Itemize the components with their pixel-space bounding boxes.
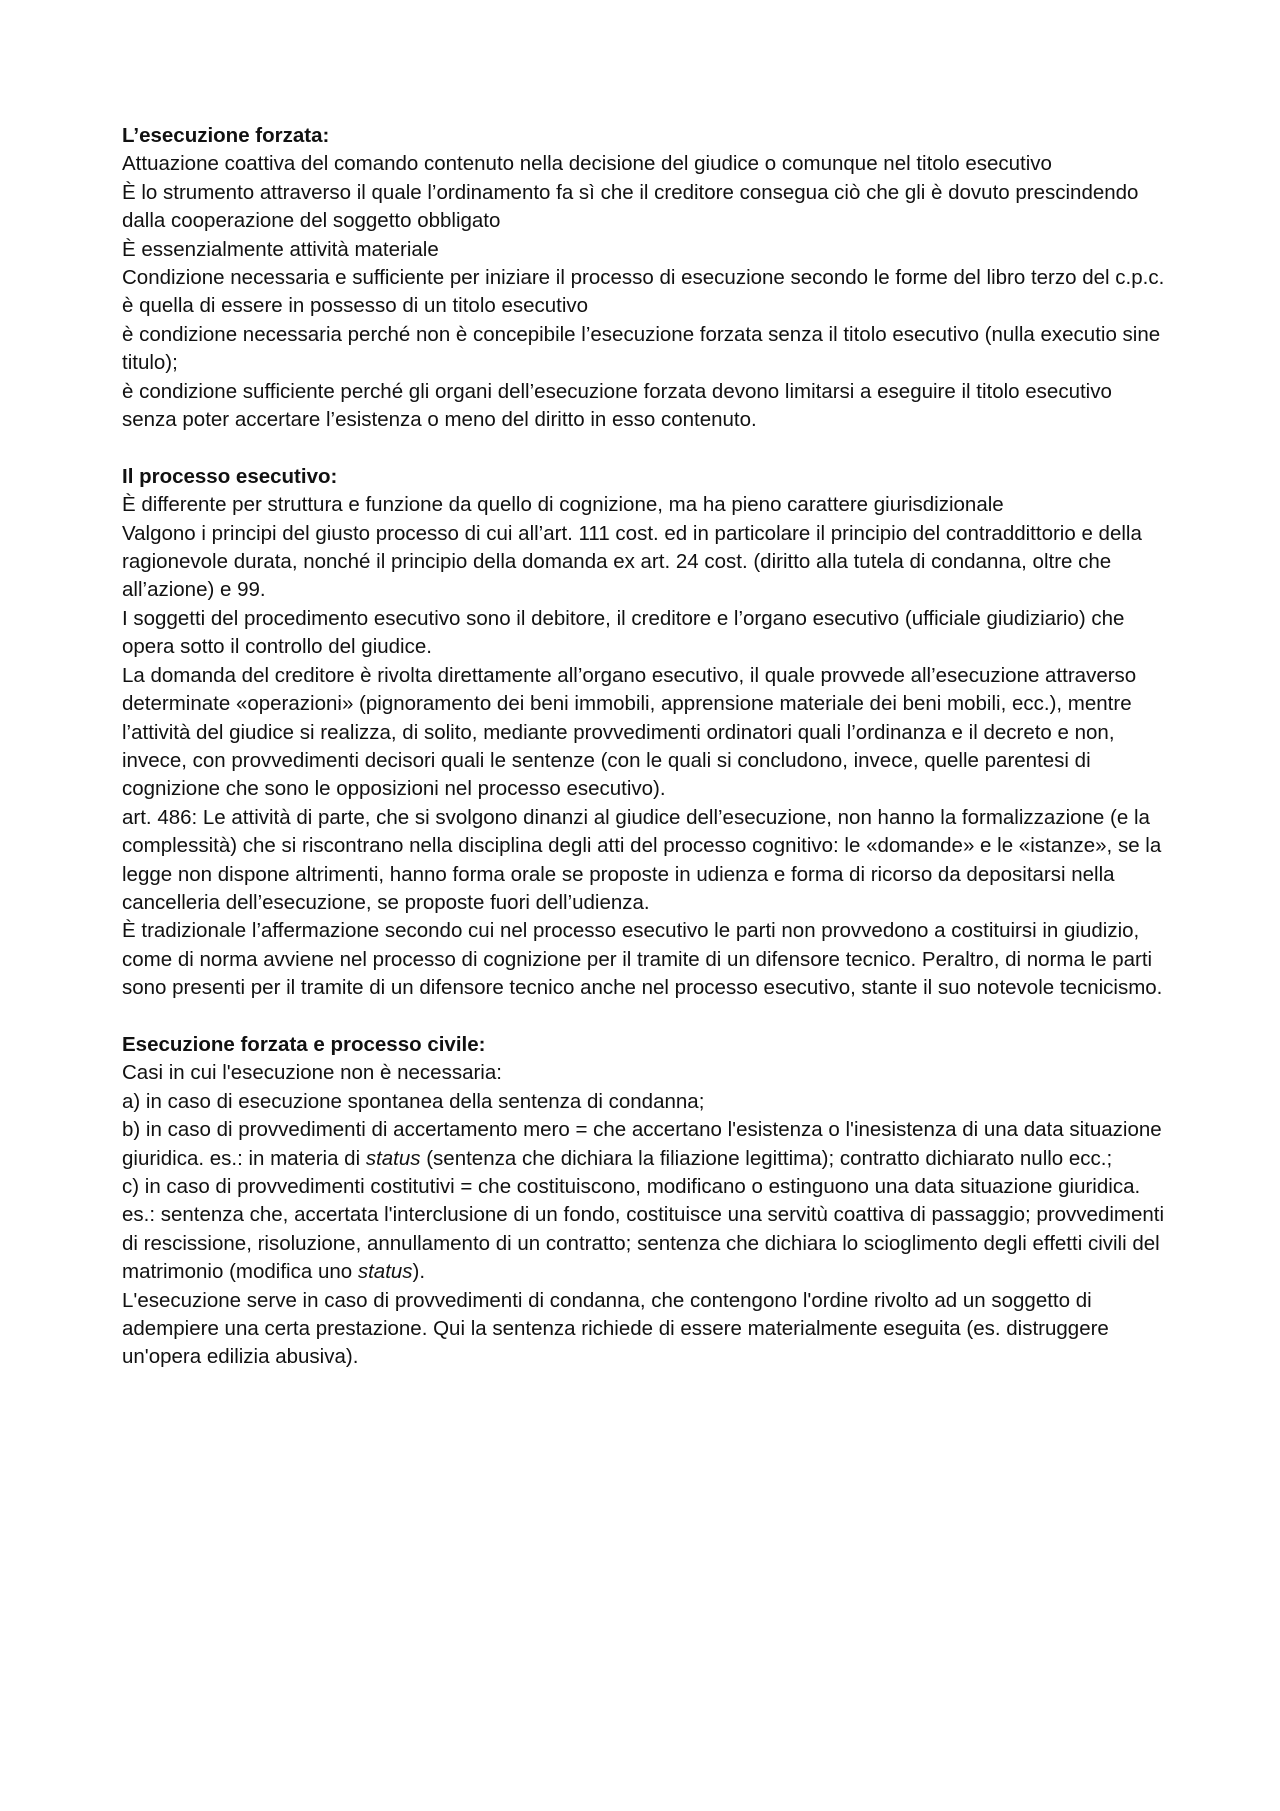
paragraph: La domanda del creditore è rivolta direttamente all’organo esecutivo, il quale provvede all’esecuzione attraverso determinate «operazioni» (pignoramento dei beni immobili, apprensione materiale dei beni mobili, ecc.), mentre l’attività del giudice si realizza, di solito, mediante provvedimenti ordinatori quali l’ordinanza e il decreto e non, invece, con provvedimenti decisori quali le sentenze (con le quali si concludono, invece, quelle parentesi di cognizione che sono le opposizioni nel processo esecutivo). xyxy=(122,663,1137,801)
paragraph: È lo strumento attraverso il quale l’ordinamento fa sì che il creditore consegua ciò che gli è dovuto prescindendo dalla cooperazione del soggetto obbligato xyxy=(122,180,1139,233)
paragraph: L'esecuzione serve in caso di provvedimenti di condanna, che contengono l'ordine rivolto ad un soggetto di adempiere una certa prestazione. Qui la sentenza richiede di essere materialmente eseguita (es. distruggere un'opera edilizia abusiva). xyxy=(122,1288,1109,1369)
paragraph: è condizione necessaria perché non è concepibile l’esecuzione forzata senza il titolo esecutivo (nulla executio sine titulo); xyxy=(122,322,1161,375)
paragraph xyxy=(122,1173,1172,1287)
document-body xyxy=(122,122,1172,1400)
section-heading: L’esecuzione forzata: xyxy=(122,124,330,147)
paragraph: Condizione necessaria e sufficiente per iniziare il processo di esecuzione secondo le forme del libro terzo del c.p.c. è quella di essere in possesso di un titolo esecutivo xyxy=(122,266,1165,318)
italic-term: status xyxy=(357,1260,413,1284)
paragraph: Valgono i principi del giusto processo di cui all’art. 111 cost. ed in particolare il principio del contraddittorio e della ragionevole durata, nonché il principio della domanda ex art. 24 cost. (diritto alla tutela di condanna, oltre che all’azione) e 99. xyxy=(122,521,1142,602)
text-run: ). xyxy=(412,1260,426,1284)
text-run: b) in caso di provvedimenti di accertamento mero = che accertano l'esistenza o l'inesistenza di una data situazione giuridica. es.: in materia di xyxy=(122,1118,1162,1170)
paragraph: È tradizionale l’affermazione secondo cui nel processo esecutivo le parti non provvedono a costituirsi in giudizio, come di norma avviene nel processo di cognizione per il tramite di un difensore tecnico. Peraltro, di norma le parti sono presenti per il tramite di un difensore tecnico anche nel processo esecutivo, stante il suo notevole tecnicismo. xyxy=(122,919,1163,1000)
paragraph: È essenzialmente attività materiale xyxy=(122,237,439,261)
paragraph: È differente per struttura e funzione da quello di cognizione, ma ha pieno carattere giurisdizionale xyxy=(122,493,1004,517)
section-esecuzione-forzata xyxy=(122,122,1172,434)
text-run: (sentenza che dichiara la filiazione legittima); contratto dichiarato nullo ecc.; xyxy=(420,1146,1113,1170)
paragraph: è condizione sufficiente perché gli organi dell’esecuzione forzata devono limitarsi a eseguire il titolo esecutivo senza poter accertare l’esistenza o meno del diritto in esso contenuto. xyxy=(122,379,1112,432)
paragraph: a) in caso di esecuzione spontanea della sentenza di condanna; xyxy=(122,1089,705,1113)
paragraph: I soggetti del procedimento esecutivo sono il debitore, il creditore e l’organo esecutivo (ufficiale giudiziario) che opera sotto il controllo del giudice. xyxy=(122,606,1125,659)
section-processo-esecutivo xyxy=(122,463,1172,1003)
paragraph xyxy=(122,1116,1172,1173)
paragraph: Attuazione coattiva del comando contenuto nella decisione del giudice o comunque nel titolo esecutivo xyxy=(122,152,1052,176)
section-esecuzione-processo-civile xyxy=(122,1031,1172,1372)
paragraph: art. 486: Le attività di parte, che si svolgono dinanzi al giudice dell’esecuzione, non hanno la formalizzazione (e la complessità) che si riscontrano nella disciplina degli atti del processo cognitivo: le «domande» e le «istanze», se la legge non dispone altrimenti, hanno forma orale se proposte in udienza e forma di ricorso da depositarsi nella cancelleria dell’esecuzione, se proposte fuori dell’udienza. xyxy=(122,805,1162,914)
italic-term: status xyxy=(365,1146,421,1170)
paragraph: Casi in cui l'esecuzione non è necessaria: xyxy=(122,1061,502,1085)
section-heading: Il processo esecutivo: xyxy=(122,464,338,488)
text-run: c) in caso di provvedimenti costitutivi = che costituiscono, modificano o estinguono una data situazione giuridica. es.: sentenza che, accertata l'interclusione di un fondo, costituisce una servitù coattiva di passaggio; provvedimenti di rescissione, risoluzione, annullamento di un contratto; sentenza che dichiara lo scioglimento degli effetti civili del matrimonio (modifica uno xyxy=(122,1175,1165,1284)
section-heading: Esecuzione forzata e processo civile: xyxy=(122,1032,486,1056)
